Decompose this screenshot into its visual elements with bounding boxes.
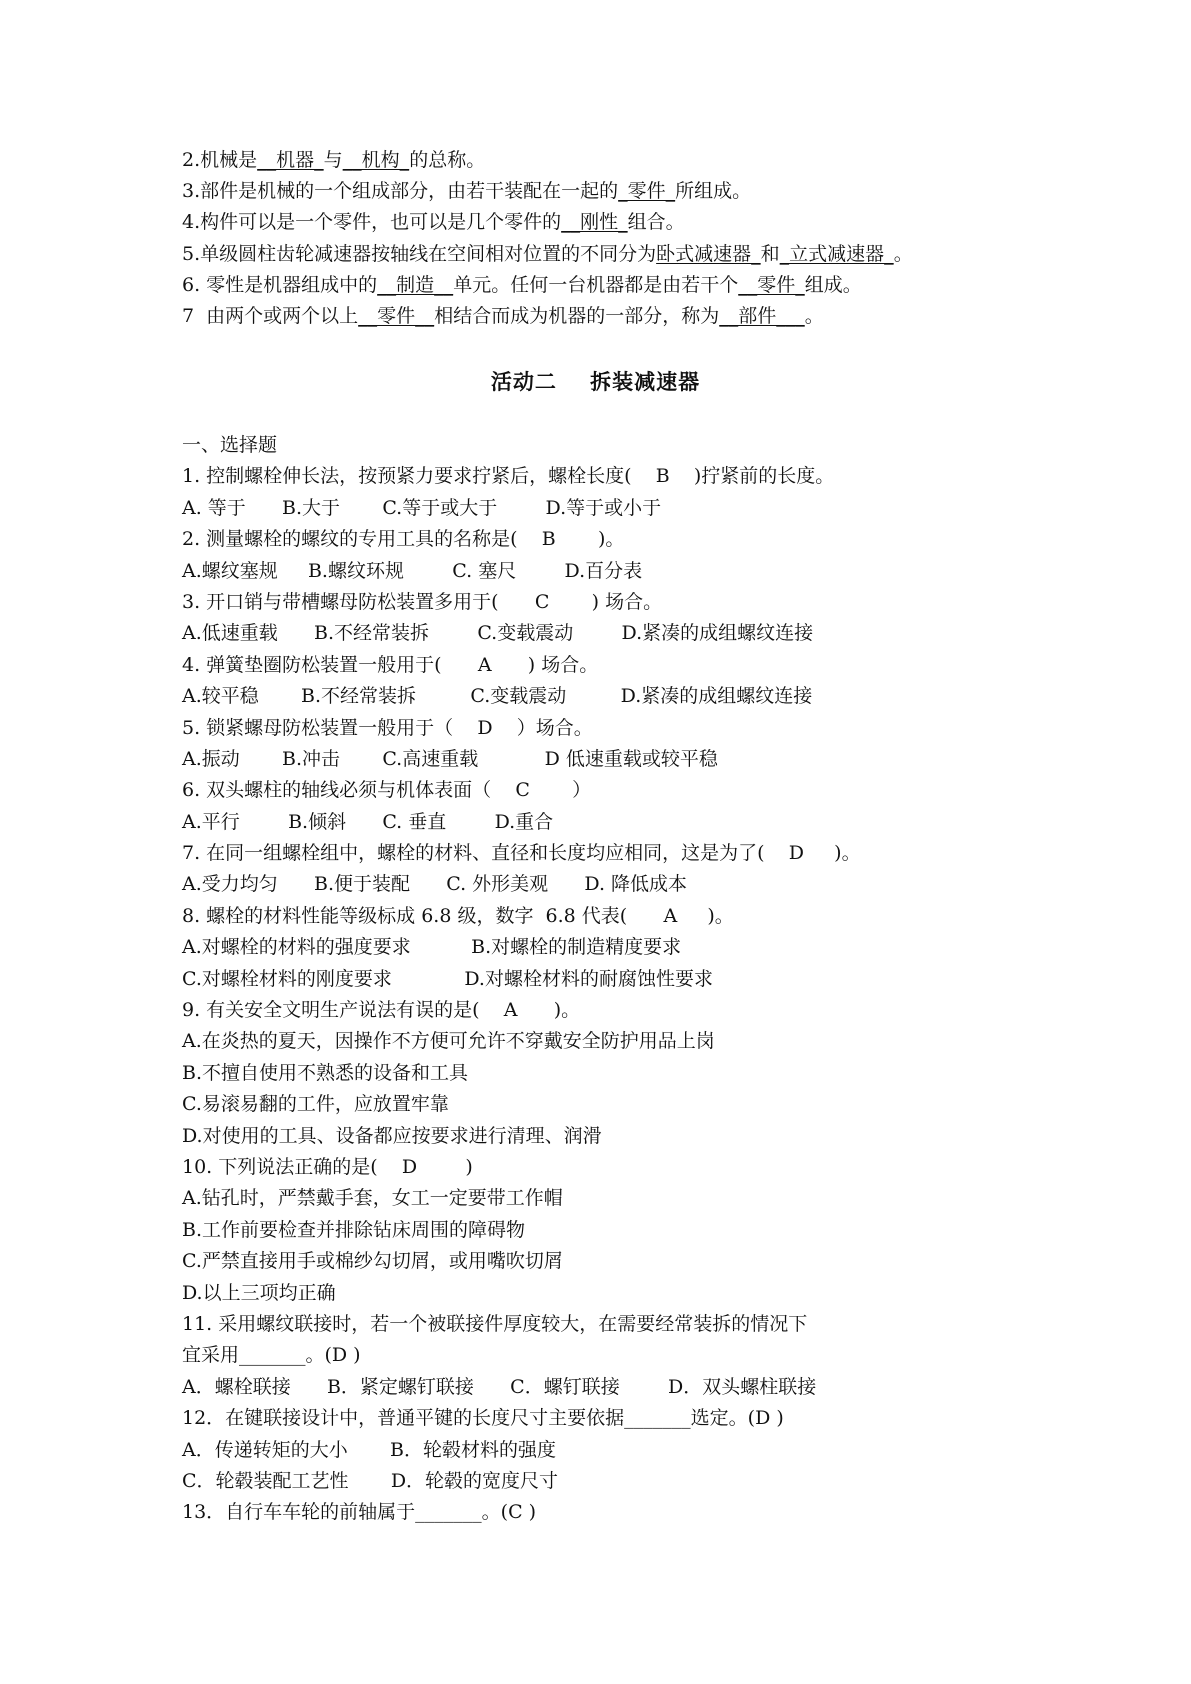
question-line: [182, 461, 1142, 492]
question-line: [182, 618, 1142, 649]
question-line: [182, 587, 1142, 618]
text-run: 7 由两个或两个以上: [182, 304, 359, 327]
text-run: A．传递转矩的大小 B．轮毂材料的强度: [182, 1438, 556, 1461]
text-run: 13．自行车车轮的前轴属于_______。(C ): [182, 1501, 537, 1524]
answer-blank: 卧式减速器_: [656, 242, 761, 265]
text-run: A.钻孔时，严禁戴手套，女工一定要带工作帽: [182, 1187, 563, 1210]
text-run: 组合。: [627, 211, 685, 234]
answer-blank: __制造__: [377, 273, 454, 296]
question-line: [182, 901, 1142, 932]
answer-blank: __零件__: [358, 304, 435, 327]
text-run: D.对使用的工具、设备都应按要求进行清理、润滑: [182, 1124, 602, 1147]
text-run: 6. 零性是机器组成中的: [182, 273, 378, 296]
text-run: C.严禁直接用手或棉纱勾切屑，或用嘴吹切屑: [182, 1250, 563, 1273]
text-run: 组成。: [804, 273, 862, 296]
fill-in-line: [182, 301, 1142, 332]
text-run: 。: [804, 304, 824, 327]
text-run: 5.单级圆柱齿轮减速器按轴线在空间相对位置的不同分为: [182, 242, 657, 265]
question-line: [182, 713, 1142, 744]
text-run: 2. 测量螺栓的螺纹的专用工具的名称是( B )。: [182, 528, 625, 551]
activity-heading: 活动二 拆装减速器: [490, 369, 701, 394]
text-run: 11. 采用螺纹联接时，若一个被联接件厚度较大，在需要经常装拆的情况下: [182, 1312, 808, 1335]
text-run: B.不擅自使用不熟悉的设备和工具: [182, 1061, 469, 1084]
question-line: [182, 430, 1142, 461]
text-run: A．螺栓联接 B．紧定螺钉联接 C．螺钉联接 D．双头螺柱联接: [182, 1375, 817, 1398]
choice-questions-section: [182, 430, 1142, 1529]
text-run: A.螺纹塞规 B.螺纹环规 C. 塞尺 D.百分表: [182, 559, 643, 582]
question-line: [182, 1340, 1142, 1371]
text-run: 5. 锁紧螺母防松装置一般用于（ D ）场合。: [182, 716, 593, 739]
text-run: A.受力均匀 B.便于装配 C. 外形美观 D. 降低成本: [182, 873, 688, 896]
text-run: 相结合而成为机器的一部分，称为: [434, 304, 720, 327]
question-line: [182, 1152, 1142, 1183]
text-run: A.振动 B.冲击 C.高速重载 D 低速重载或较平稳: [182, 747, 718, 770]
question-line: [182, 681, 1142, 712]
question-line: [182, 1058, 1142, 1089]
text-run: 3.部件是机械的一个组成部分，由若干装配在一起的: [182, 180, 619, 203]
question-line: [182, 1466, 1142, 1497]
question-line: [182, 775, 1142, 806]
question-line: [182, 964, 1142, 995]
fill-in-section: [182, 145, 1142, 332]
fill-in-line: [182, 239, 1142, 270]
answer-blank: __部件___: [719, 304, 805, 327]
text-run: 7. 在同一组螺栓组中，螺栓的材料、直径和长度均应相同，这是为了( D )。: [182, 842, 861, 865]
question-line: [182, 1497, 1142, 1528]
answer-blank: _立式减速器_: [779, 242, 894, 265]
answer-blank: __零件_: [738, 273, 805, 296]
question-line: [182, 932, 1142, 963]
question-line: [182, 524, 1142, 555]
text-run: 所组成。: [675, 180, 752, 203]
text-run: 与: [323, 149, 343, 171]
text-run: 和: [760, 242, 780, 265]
text-run: 宜采用_______。(D ): [182, 1344, 361, 1367]
text-run: 9. 有关安全文明生产说法有误的是( A )。: [182, 999, 581, 1022]
answer-blank: __机器_: [257, 149, 324, 171]
text-run: A.低速重载 B.不经常装拆 C.变载震动 D.紧凑的成组螺纹连接: [182, 622, 814, 645]
answer-blank: __机构_: [342, 149, 410, 171]
question-line: [182, 1309, 1142, 1340]
fill-in-line: [182, 176, 1142, 207]
text-run: 2.机械是: [182, 149, 258, 171]
text-run: 单元。任何一台机器都是由若干个: [453, 273, 739, 296]
text-run: A.较平稳 B.不经常装拆 C.变载震动 D.紧凑的成组螺纹连接: [182, 685, 813, 708]
question-line: [182, 1121, 1142, 1152]
text-run: 1. 控制螺栓伸长法，按预紧力要求拧紧后，螺栓长度( B )拧紧前的长度。: [182, 465, 835, 488]
question-line: [182, 1183, 1142, 1214]
question-line: [182, 995, 1142, 1026]
text-run: B.工作前要检查并排除钻床周围的障碍物: [182, 1218, 526, 1241]
answer-blank: _零件_: [618, 180, 676, 203]
question-line: [182, 1435, 1142, 1466]
question-line: [182, 807, 1142, 838]
text-run: 3. 开口销与带槽螺母防松装置多用于( C ) 场合。: [182, 590, 663, 613]
text-run: 4.构件可以是一个零件，也可以是几个零件的: [182, 211, 562, 234]
text-run: C.易滚易翻的工件，应放置牢靠: [182, 1093, 449, 1116]
question-line: [182, 1026, 1142, 1057]
answer-blank: __刚性_: [561, 211, 628, 234]
question-line: [182, 869, 1142, 900]
text-run: C.对螺栓材料的刚度要求 D.对螺栓材料的耐腐蚀性要求: [182, 967, 713, 990]
question-line: [182, 1372, 1142, 1403]
question-line: [182, 1089, 1142, 1120]
question-line: [182, 1403, 1142, 1434]
text-run: A.对螺栓的材料的强度要求 B.对螺栓的制造精度要求: [182, 936, 682, 959]
text-run: C．轮毂装配工艺性 D．轮毂的宽度尺寸: [182, 1469, 559, 1492]
text-run: A. 等于 B.大于 C.等于或大于 D.等于或小于: [182, 496, 662, 519]
question-line: [182, 744, 1142, 775]
question-line: [182, 838, 1142, 869]
text-run: A.在炎热的夏天，因操作不方便可允许不穿戴安全防护用品上岗: [182, 1030, 715, 1053]
fill-in-line: [182, 145, 1142, 176]
text-run: 6. 双头螺柱的轴线必须与机体表面（ C ）: [182, 779, 592, 802]
text-run: 的总称。: [409, 149, 486, 171]
question-line: [182, 1246, 1142, 1277]
text-run: 4. 弹簧垫圈防松装置一般用于( A ) 场合。: [182, 653, 599, 676]
text-run: D.以上三项均正确: [182, 1281, 336, 1304]
fill-in-line: [182, 270, 1142, 301]
question-line: [182, 1215, 1142, 1246]
text-run: 8. 螺栓的材料性能等级标成 6.8 级，数字 6.8 代表( A )。: [182, 904, 734, 927]
text-run: 一、选择题: [182, 434, 278, 456]
question-line: [182, 1278, 1142, 1309]
text-run: 。: [893, 242, 913, 265]
question-line: [182, 650, 1142, 681]
text-run: 12．在键联接设计中，普通平键的长度尺寸主要依据_______选定。(D ): [182, 1407, 784, 1430]
text-run: A.平行 B.倾斜 C. 垂直 D.重合: [182, 810, 554, 833]
text-run: 10. 下列说法正确的是( D ): [182, 1155, 473, 1178]
question-line: [182, 493, 1142, 524]
fill-in-line: [182, 207, 1142, 238]
question-line: [182, 556, 1142, 587]
